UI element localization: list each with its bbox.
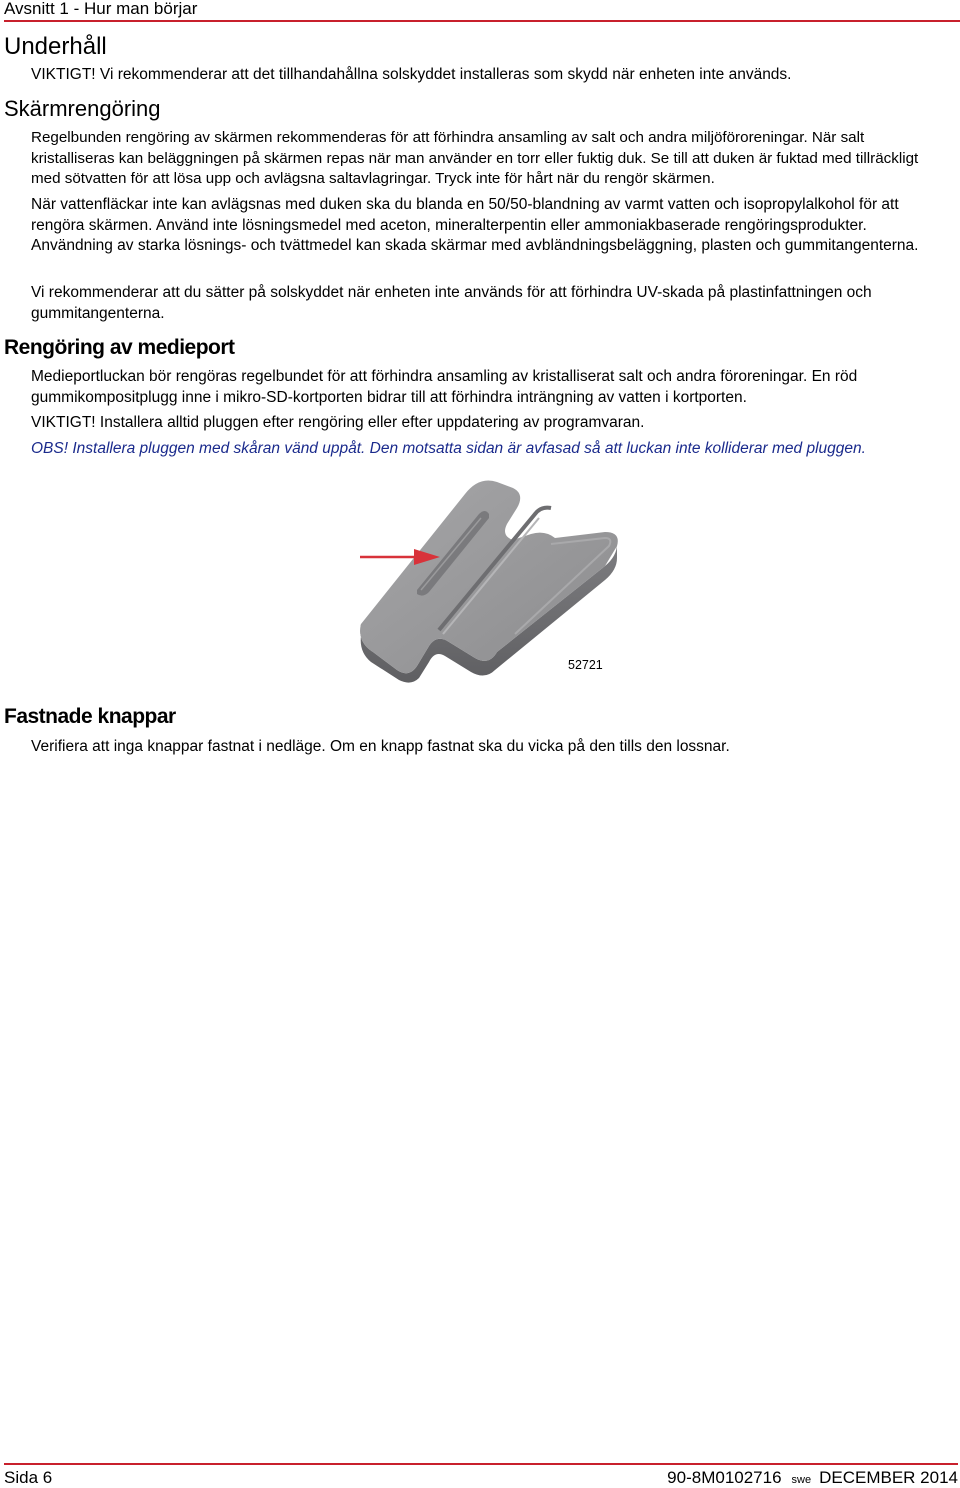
note-text: Installera pluggen med skåran vänd uppåt. Den motsatta sidan är avfasad så att luckan inte kolliderar med pluggen. [72, 440, 866, 457]
header-rule [4, 20, 960, 22]
publication-date: DECEMBER 2014 [819, 1468, 958, 1487]
media-port-important [31, 414, 644, 432]
important-text: Installera alltid pluggen efter rengöring eller efter uppdatering av programvaran. [99, 414, 645, 431]
page-number: Sida 6 [4, 1468, 53, 1487]
media-port-paragraph: Medieportluckan bör rengöras regelbundet för att förhindra ansamling av kristalliserat salt och andra föroreningar. En röd gummikompositplugg inne i mikro-SD-kortporten bidrar till att förhindra inträngning av vatten i kortporten. [31, 368, 858, 406]
red-arrow-icon [358, 546, 442, 568]
language-code: swe [791, 1474, 812, 1486]
media-port-heading: Rengöring av medieport [4, 336, 235, 359]
section-title: Avsnitt 1 - Hur man börjar [4, 0, 198, 18]
screen-cleaning-paragraph-2: När vattenfläckar inte kan avlägsnas med duken ska du blanda en 50/50-blandning av varmt vatten och isopropylalkohol för att rengöra skärmen. Använd inte lösningsmedel med aceton, mineralterpentin eller ammoniakbaserade rengöringsprodukter. Användning av starka lösnings- och tvättmedel kan skada skärmar med avbländningsbeläggning, plasten och gummitangenterna. [31, 196, 919, 254]
figure-label: 52721 [568, 658, 603, 672]
stuck-buttons-heading: Fastnade knappar [4, 705, 176, 728]
maintenance-important [31, 66, 792, 84]
important-label: VIKTIGT! [31, 414, 96, 431]
screen-cleaning-paragraph-3: Vi rekommenderar att du sätter på solskyddet när enheten inte används för att förhindra UV-skada på plastinfattningen och gummitangenterna. [31, 284, 872, 322]
footer-doc-info [667, 1468, 958, 1488]
maintenance-heading: Underhåll [4, 33, 107, 60]
important-text: Vi rekommenderar att det tillhandahållna solskyddet installeras som skydd när enheten inte används. [99, 66, 792, 83]
screen-cleaning-heading: Skärmrengöring [4, 96, 161, 121]
stuck-buttons-paragraph: Verifiera att inga knappar fastnat i nedläge. Om en knapp fastnat ska du vicka på den tills den lossnar. [31, 738, 730, 755]
media-port-note [31, 440, 866, 458]
important-label: VIKTIGT! [31, 66, 96, 83]
footer-rule [4, 1463, 958, 1465]
note-label: OBS! [31, 440, 69, 457]
plug-illustration [355, 474, 625, 684]
screen-cleaning-paragraph-1: Regelbunden rengöring av skärmen rekommenderas för att förhindra ansamling av salt och andra miljöföroreningar. När salt kristalliseras kan beläggningen på skärmen repas när man använder en torr eller fuktig duk. Se till att duken är fuktad med tillräckligt med sötvatten för att lösa upp och avlägsna saltavlagringar. Tryck inte för hårt när du rengör skärmen. [31, 129, 919, 187]
doc-number: 90-8M0102716 [667, 1468, 782, 1487]
page-header [4, 0, 960, 22]
